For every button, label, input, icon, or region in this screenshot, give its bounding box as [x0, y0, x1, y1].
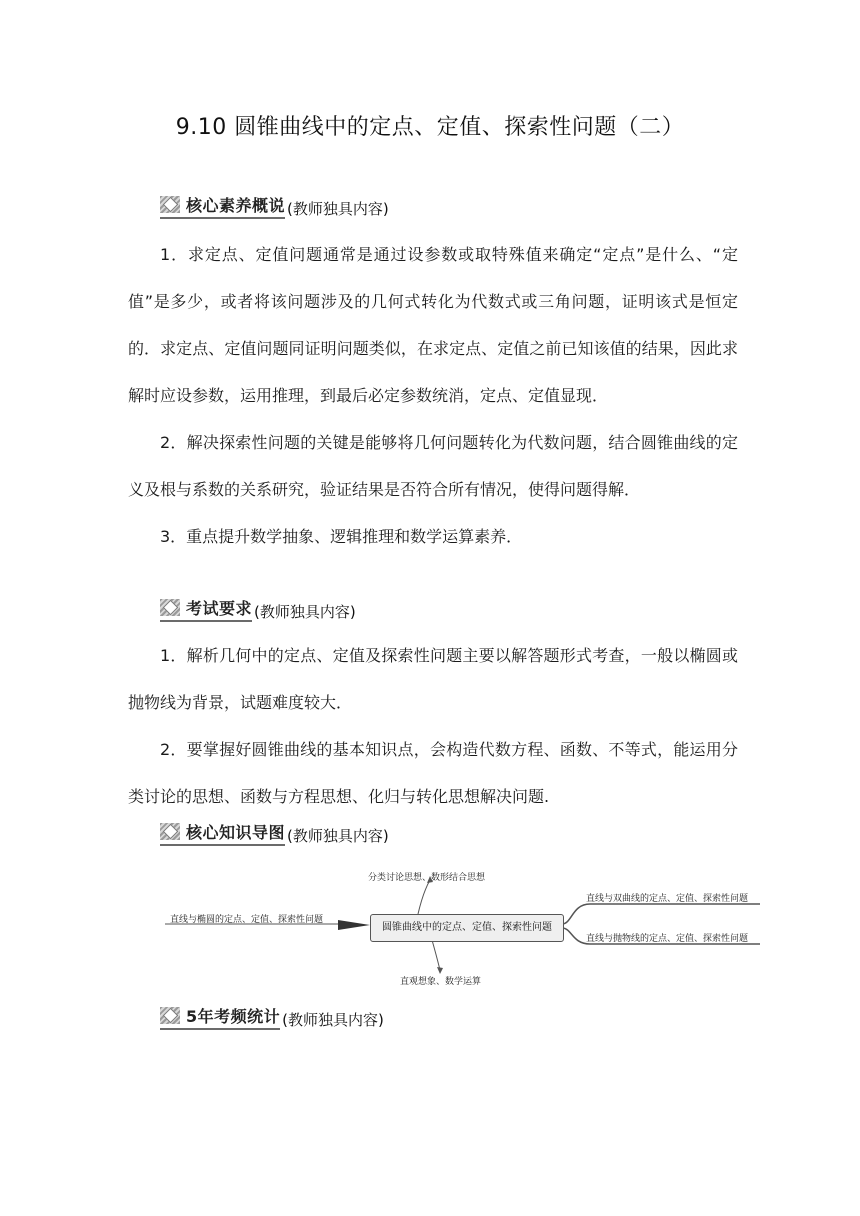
mind-map-top-node: 分类讨论思想、数形结合思想: [368, 873, 486, 883]
section-label: 核心知识导图: [186, 823, 286, 842]
diamond-icon: [160, 599, 180, 616]
paragraph: 1．解析几何中的定点、定值及探索性问题主要以解答题形式考查，一般以椭圆或抛物线为背景，试题难度较大．: [128, 646, 738, 712]
section-header-exam-requirements: [160, 596, 356, 622]
paragraph: 2．解决探索性问题的关键是能够将几何问题转化为代数问题，结合圆锥曲线的定义及根与系数的关系研究，验证结果是否符合所有情况，使得问题得解．: [128, 433, 738, 499]
mind-map-bottom-node: 直观想象、数学运算: [400, 977, 482, 987]
paragraph: 2．要掌握好圆锥曲线的基本知识点，会构造代数方程、函数、不等式，能运用分类讨论的思想、函数与方程思想、化归与转化思想解决问题.: [128, 740, 738, 806]
mind-map-right-bottom-node: 直线与抛物线的定点、定值、探索性问题: [586, 934, 749, 944]
exam-requirements-body: [128, 632, 738, 820]
mind-map-right-top-node: 直线与双曲线的定点、定值、探索性问题: [586, 894, 749, 904]
diamond-icon: [160, 823, 180, 840]
page-title: 9.10 圆锥曲线中的定点、定值、探索性问题（二）: [175, 115, 685, 140]
section-note: (教师独具内容): [287, 200, 389, 218]
diamond-icon: [160, 1007, 180, 1024]
section-badge: [160, 820, 285, 846]
diamond-icon: [160, 196, 180, 213]
section-badge: [160, 596, 252, 622]
section-label: 考试要求: [186, 599, 253, 618]
section-header-core-literacy: [160, 193, 389, 219]
paragraph: 3．重点提升数学抽象、逻辑推理和数学运算素养．: [160, 527, 523, 546]
section-header-exam-frequency: [160, 1004, 384, 1030]
paragraph: 1．求定点、定值问题通常是通过设参数或取特殊值来确定“定点”是什么、“定值”是多少，或者将该问题涉及的几何式转化为代数式或三角问题，证明该式是恒定的．求定点、定值问题同证明问题类似，在求定点、定值之前已知该值的结果，因此求解时应设参数，运用推理，到最后必定参数统消，定点、定值显现．: [128, 245, 738, 405]
mind-map-center-node: 圆锥曲线中的定点、定值、探索性问题: [370, 914, 564, 942]
section-note: (教师独具内容): [287, 827, 389, 845]
section-label: 核心素养概说: [186, 196, 286, 215]
section-badge: [160, 1004, 280, 1030]
core-literacy-body: [128, 231, 738, 560]
section-header-knowledge-map: [160, 820, 389, 846]
knowledge-mind-map: [160, 862, 765, 992]
section-note: (教师独具内容): [282, 1011, 384, 1029]
section-label: 5年考频统计: [186, 1007, 281, 1026]
section-badge: [160, 193, 285, 219]
section-note: (教师独具内容): [254, 603, 356, 621]
mind-map-left-node: 直线与椭圆的定点、定值、探索性问题: [170, 915, 324, 925]
